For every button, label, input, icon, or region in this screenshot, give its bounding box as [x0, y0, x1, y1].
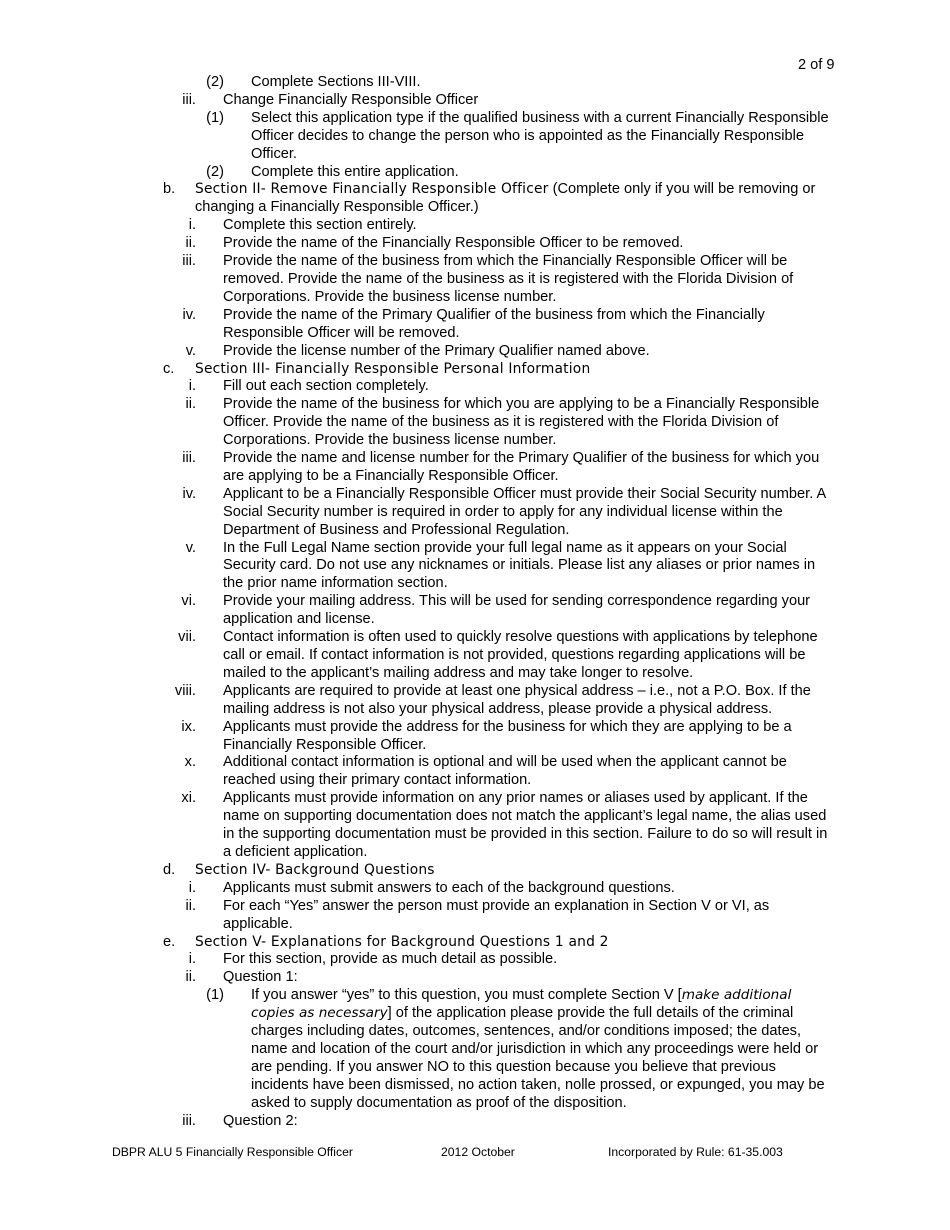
list-marker: ii.	[185, 235, 196, 252]
list-item-text	[223, 790, 838, 862]
list-marker: e.	[163, 933, 176, 950]
section-item	[0, 862, 950, 880]
list-item-text	[223, 951, 838, 969]
list-marker: i.	[188, 378, 196, 395]
list-item-text	[223, 217, 838, 235]
list-item	[0, 540, 950, 594]
list-item-text	[195, 934, 840, 952]
list-item-text	[223, 754, 838, 790]
list-marker: i.	[188, 951, 196, 968]
item-body: Fill out each section completely.	[223, 378, 429, 395]
section-heading: Section IV- Background Questions	[195, 861, 435, 878]
list-item-text	[223, 343, 838, 361]
item-body: Question 1:	[223, 969, 298, 986]
list-item	[0, 951, 950, 969]
item-body: (Complete only if you will be removing or changing a Financially Responsible Officer.)	[195, 181, 816, 216]
list-item-text	[223, 629, 838, 683]
footer-rule: Incorporated by Rule: 61-35.003	[608, 1145, 783, 1159]
section-item	[0, 361, 950, 379]
item-body: Provide the name of the Financially Responsible Officer to be removed.	[223, 235, 684, 252]
list-item	[0, 987, 950, 1112]
item-body: For each “Yes” answer the person must provide an explanation in Section V or VI, as applicable.	[223, 897, 770, 932]
list-item-text	[223, 593, 838, 629]
list-item	[0, 1113, 950, 1131]
item-body: If you answer “yes” to this question, you must complete Section V [	[251, 987, 682, 1004]
list-marker: d.	[163, 861, 176, 878]
list-item-text	[251, 164, 836, 182]
list-item-text	[223, 486, 838, 540]
list-item	[0, 880, 950, 898]
list-item	[0, 164, 950, 182]
list-marker: iii.	[182, 253, 196, 270]
item-body: Provide the name of the business for which you are applying to be a Financially Responsible Officer. Provide the name of the business as it is registered with the Florida Division of Corporations. Provide the business license number.	[223, 396, 820, 449]
list-item	[0, 486, 950, 540]
page-number: 2 of 9	[798, 57, 835, 73]
list-item	[0, 235, 950, 253]
item-body: Applicants must provide information on any prior names or aliases used by applicant. If the name on supporting documentation does not match the applicant’s legal name, the alias used in the supporting documentation must be provided in this section. Failure to do so will result in a deficient application.	[223, 790, 828, 860]
list-item-text	[223, 898, 838, 934]
item-body: Provide the name of the Primary Qualifier of the business from which the Financially Responsible Officer will be removed.	[223, 306, 765, 341]
item-body: For this section, provide as much detail as possible.	[223, 951, 558, 968]
list-item-text	[223, 253, 838, 307]
list-item	[0, 898, 950, 934]
list-marker: i.	[188, 879, 196, 896]
item-body: Complete this entire application.	[251, 163, 459, 180]
list-item	[0, 92, 950, 110]
list-item-text	[223, 396, 838, 450]
list-item	[0, 110, 950, 164]
list-marker: iv.	[182, 306, 196, 323]
section-heading: Section V- Explanations for Background Questions 1 and 2	[195, 933, 609, 950]
footer-form-name: DBPR ALU 5 Financially Responsible Officer	[112, 1145, 353, 1159]
item-body: Provide the name and license number for the Primary Qualifier of the business for which you are applying to be a Financially Responsible Officer.	[223, 450, 820, 484]
list-item	[0, 593, 950, 629]
list-item-text	[223, 880, 838, 898]
list-marker: (1)	[206, 109, 224, 126]
list-item	[0, 253, 950, 307]
item-body: Provide the name of the business from which the Financially Responsible Officer will be removed. Provide the name of the business as it is registered with the Florida Division of Corporations. Provide the business license number.	[223, 253, 794, 305]
list-item-text	[195, 862, 840, 880]
list-item-text	[223, 92, 838, 110]
section-heading: Section II- Remove Financially Responsible Officer	[195, 181, 549, 198]
item-emphasis: make additional copies as necessary	[251, 987, 792, 1022]
list-marker: i.	[188, 217, 196, 234]
list-item-text	[251, 110, 836, 164]
section-item	[0, 934, 950, 952]
item-body: Applicants must submit answers to each of the background questions.	[223, 879, 675, 896]
list-item-text	[223, 307, 838, 343]
list-marker: v.	[185, 539, 196, 556]
list-item-text	[223, 235, 838, 253]
list-marker: iii.	[182, 1112, 196, 1129]
list-marker: ii.	[185, 897, 196, 914]
list-item	[0, 343, 950, 361]
list-item	[0, 74, 950, 92]
instructions-list	[0, 74, 950, 1130]
item-body: Provide the license number of the Primary Qualifier named above.	[223, 342, 650, 359]
list-marker: iii.	[182, 450, 196, 467]
list-item	[0, 217, 950, 235]
list-item-text	[223, 1113, 838, 1131]
list-item	[0, 450, 950, 486]
item-body: Change Financially Responsible Officer	[223, 91, 479, 108]
item-body: Provide your mailing address. This will be used for sending correspondence regarding your application and license.	[223, 593, 811, 628]
list-item	[0, 378, 950, 396]
list-marker: vii.	[178, 629, 196, 646]
footer-date: 2012 October	[441, 1145, 515, 1159]
list-marker: ii.	[185, 969, 196, 986]
list-item-text	[195, 181, 840, 217]
list-marker: (1)	[206, 987, 224, 1004]
list-marker: iv.	[182, 485, 196, 502]
list-item	[0, 683, 950, 719]
list-item-text	[223, 540, 838, 594]
list-marker: v.	[185, 342, 196, 359]
list-item-text	[223, 719, 838, 755]
list-item-text	[223, 378, 838, 396]
list-item-text	[223, 683, 838, 719]
list-item-text	[195, 361, 840, 379]
section-item	[0, 181, 950, 217]
list-marker: xi.	[181, 790, 196, 807]
section-heading: Section III- Financially Responsible Personal Information	[195, 360, 591, 377]
item-body: Select this application type if the qualified business with a current Financially Responsible Officer decides to change the person who is appointed as the Financially Responsible Officer.	[251, 109, 829, 162]
item-body-continued: ] of the application please provide the full details of the criminal charges including dates, outcomes, sentences, and/or conditions imposed; the dates, name and location of the court and/or jurisdiction in which any proceedings were held or are pending. If you answer NO to this question because you believe that previous incidents have been dismissed, no action taken, nolle prossed, or expunged, you may be asked to supply documentation as proof of the disposition.	[251, 1005, 825, 1111]
list-item	[0, 969, 950, 987]
list-marker: (2)	[206, 74, 224, 90]
list-item	[0, 719, 950, 755]
list-marker: b.	[163, 181, 176, 198]
list-marker: x.	[184, 754, 196, 771]
list-marker: iii.	[182, 91, 196, 108]
list-marker: vi.	[181, 593, 196, 610]
list-item-text	[251, 987, 836, 1112]
item-body: Complete this section entirely.	[223, 217, 417, 234]
item-body: Applicant to be a Financially Responsible Officer must provide their Social Security number. A Social Security number is required in order to apply for any individual license within the Department of Business and Professional Regulation.	[223, 485, 826, 538]
list-marker: viii.	[174, 682, 196, 699]
item-body: Applicants are required to provide at least one physical address – i.e., not a P.O. Box. If the mailing address is not also your physical address, please provide a physical address.	[223, 682, 811, 717]
item-body: Question 2:	[223, 1112, 298, 1129]
list-item	[0, 396, 950, 450]
list-item-text	[251, 74, 836, 92]
item-body: Contact information is often used to quickly resolve questions with applications by telephone call or email. If contact information is not provided, questions regarding applications will be mailed to the applicant’s mailing address and may take longer to resolve.	[223, 629, 818, 681]
list-item	[0, 754, 950, 790]
list-item	[0, 629, 950, 683]
list-marker: ix.	[181, 718, 196, 735]
list-marker: c.	[163, 360, 175, 377]
list-marker: ii.	[185, 396, 196, 413]
list-item	[0, 307, 950, 343]
list-marker: (2)	[206, 163, 224, 180]
item-body: Applicants must provide the address for the business for which they are applying to be a Financially Responsible Officer.	[223, 718, 792, 753]
item-body: Additional contact information is optional and will be used when the applicant cannot be reached using their primary contact information.	[223, 754, 787, 789]
list-item	[0, 790, 950, 862]
list-item-text	[223, 450, 838, 486]
item-body: In the Full Legal Name section provide your full legal name as it appears on your Social Security card. Do not use any nicknames or initials. Please list any aliases or prior names in the prior name information section.	[223, 539, 816, 592]
list-item-text	[223, 969, 838, 987]
item-body: Complete Sections III-VIII.	[251, 74, 421, 90]
